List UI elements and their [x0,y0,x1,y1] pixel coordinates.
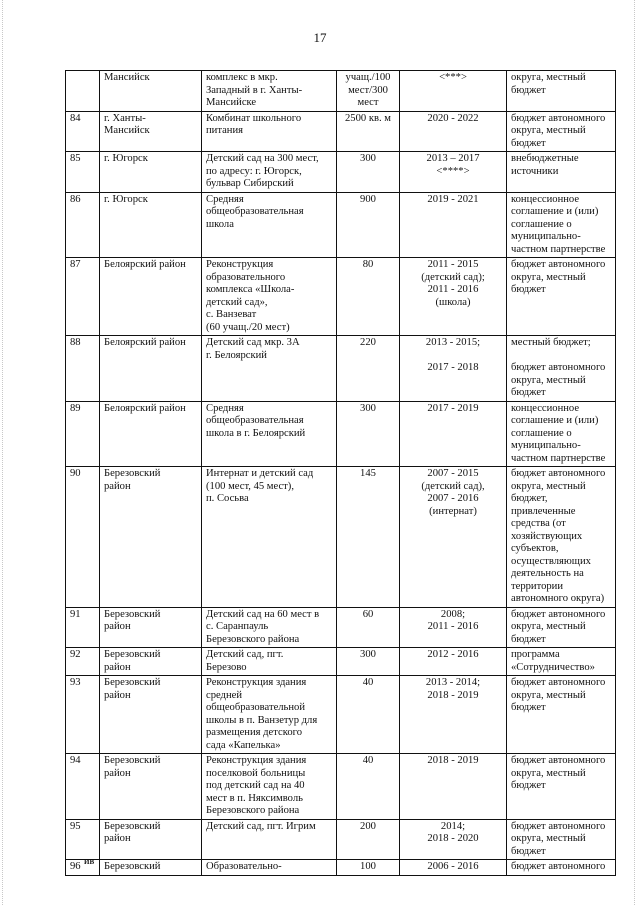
municipality-cell: Березовский [100,860,202,876]
funding-source-cell: бюджет автономного округа, местный бюджет [507,754,616,820]
capacity-cell: 60 [337,607,400,648]
object-name-cell: Реконструкция образовательного комплекса «Школа- детский сад», с. Ванзеват (60 учащ./20 мест) [202,258,337,336]
object-name-cell: Образовательно- [202,860,337,876]
table-row [66,754,616,820]
period-cell: 2008; 2011 - 2016 [400,607,507,648]
row-number-cell: 96 [66,860,100,876]
period-cell: 2011 - 2015 (детский сад); 2011 - 2016 (школа) [400,258,507,336]
funding-source-cell: бюджет автономного округа, местный бюджет [507,111,616,152]
table-row [66,860,616,876]
capacity-cell: 300 [337,152,400,193]
funding-source-cell: концессионное соглашение и (или) соглашение о муниципально- частном партнерстве [507,401,616,467]
capacity-cell: 200 [337,819,400,860]
row-number-cell: 84 [66,111,100,152]
scan-edge-left [2,0,4,905]
row-number-cell: 88 [66,336,100,402]
funding-source-cell: местный бюджет; бюджет автономного округа, местный бюджет [507,336,616,402]
municipality-cell: Березовский район [100,648,202,676]
municipality-cell: Белоярский район [100,336,202,402]
page-number: 17 [313,30,327,45]
funding-source-cell: бюджет автономного округа, местный бюджет, привлеченные средства (от хозяйствующих субъектов, осуществляющих деятельность на территории автономного округа) [507,467,616,608]
period-cell: <***> [400,71,507,112]
object-name-cell: Детский сад, пгт. Березово [202,648,337,676]
capacity-cell: 40 [337,676,400,754]
capacity-cell: 300 [337,648,400,676]
municipality-cell: Белоярский район [100,401,202,467]
row-number-cell: 90 [66,467,100,608]
capacity-cell: 100 [337,860,400,876]
scan-edge-right [634,0,636,905]
funding-source-cell: бюджет автономного округа, местный бюджет [507,819,616,860]
municipality-cell: Мансийск [100,71,202,112]
object-name-cell: Детский сад мкр. 3А г. Белоярский [202,336,337,402]
row-number-cell: 91 [66,607,100,648]
capacity-cell: учащ./100 мест/300 мест [337,71,400,112]
period-cell: 2019 - 2021 [400,192,507,258]
object-name-cell: Реконструкция здания средней общеобразовательной школы в п. Ванзетур для размещения детского сада «Капелька» [202,676,337,754]
capacity-cell: 145 [337,467,400,608]
table-row [66,607,616,648]
capacity-cell: 900 [337,192,400,258]
municipality-cell: Березовский район [100,467,202,608]
row-number-cell: 85 [66,152,100,193]
object-name-cell: Реконструкция здания поселковой больницы под детский сад на 40 мест в п. Няксимволь Березовского района [202,754,337,820]
municipality-cell: Березовский район [100,754,202,820]
period-cell: 2006 - 2016 [400,860,507,876]
row-number-cell: 86 [66,192,100,258]
capacity-cell: 2500 кв. м [337,111,400,152]
period-cell: 2018 - 2019 [400,754,507,820]
table-row [66,258,616,336]
municipality-cell: Березовский район [100,676,202,754]
funding-source-cell: бюджет автономного округа, местный бюджет [507,258,616,336]
funding-source-cell: внебюджетные источники [507,152,616,193]
row-number-cell [66,71,100,112]
table-row [66,648,616,676]
row-number-cell: 89 [66,401,100,467]
period-cell: 2013 – 2017 <****> [400,152,507,193]
object-name-cell: комплекс в мкр. Западный в г. Ханты- Мансийске [202,71,337,112]
period-cell: 2020 - 2022 [400,111,507,152]
period-cell: 2013 - 2015; 2017 - 2018 [400,336,507,402]
funding-source-cell: программа «Сотрудничество» [507,648,616,676]
capacity-cell: 220 [337,336,400,402]
capacity-cell: 40 [337,754,400,820]
municipality-cell: г. Ханты- Мансийск [100,111,202,152]
object-name-cell: Комбинат школьного питания [202,111,337,152]
object-name-cell: Средняя общеобразовательная школа [202,192,337,258]
funding-source-cell: концессионное соглашение и (или) соглашение о муниципально- частном партнерстве [507,192,616,258]
municipality-cell: Березовский район [100,819,202,860]
table-row [66,71,616,112]
object-name-cell: Детский сад на 60 мест в с. Саранпауль Березовского района [202,607,337,648]
table-row [66,467,616,608]
municipality-cell: г. Югорск [100,152,202,193]
object-name-cell: Детский сад, пгт. Игрим [202,819,337,860]
period-cell: 2013 - 2014; 2018 - 2019 [400,676,507,754]
funding-source-cell: округа, местный бюджет [507,71,616,112]
municipality-cell: Березовский район [100,607,202,648]
object-name-cell: Интернат и детский сад (100 мест, 45 мест), п. Сосьва [202,467,337,608]
row-number-cell: 87 [66,258,100,336]
funding-source-cell: бюджет автономного округа, местный бюджет [507,676,616,754]
row-number-cell: 94 [66,754,100,820]
row-number-cell: 93 [66,676,100,754]
row-number-cell: 92 [66,648,100,676]
object-name-cell: Средняя общеобразовательная школа в г. Белоярский [202,401,337,467]
row-number-cell: 95 [66,819,100,860]
funding-source-cell: бюджет автономного [507,860,616,876]
period-cell: 2014; 2018 - 2020 [400,819,507,860]
municipality-cell: г. Югорск [100,192,202,258]
funding-source-cell: бюджет автономного округа, местный бюджет [507,607,616,648]
table-row [66,676,616,754]
period-cell: 2017 - 2019 [400,401,507,467]
footer-mark: ИВ [84,858,95,866]
table-row [66,336,616,402]
object-name-cell: Детский сад на 300 мест, по адресу: г. Югорск, бульвар Сибирский [202,152,337,193]
table-row [66,819,616,860]
period-cell: 2012 - 2016 [400,648,507,676]
table-row [66,111,616,152]
construction-objects-table [65,70,616,876]
capacity-cell: 80 [337,258,400,336]
capacity-cell: 300 [337,401,400,467]
table-row [66,192,616,258]
table-row [66,401,616,467]
period-cell: 2007 - 2015 (детский сад), 2007 - 2016 (интернат) [400,467,507,608]
municipality-cell: Белоярский район [100,258,202,336]
table-row [66,152,616,193]
